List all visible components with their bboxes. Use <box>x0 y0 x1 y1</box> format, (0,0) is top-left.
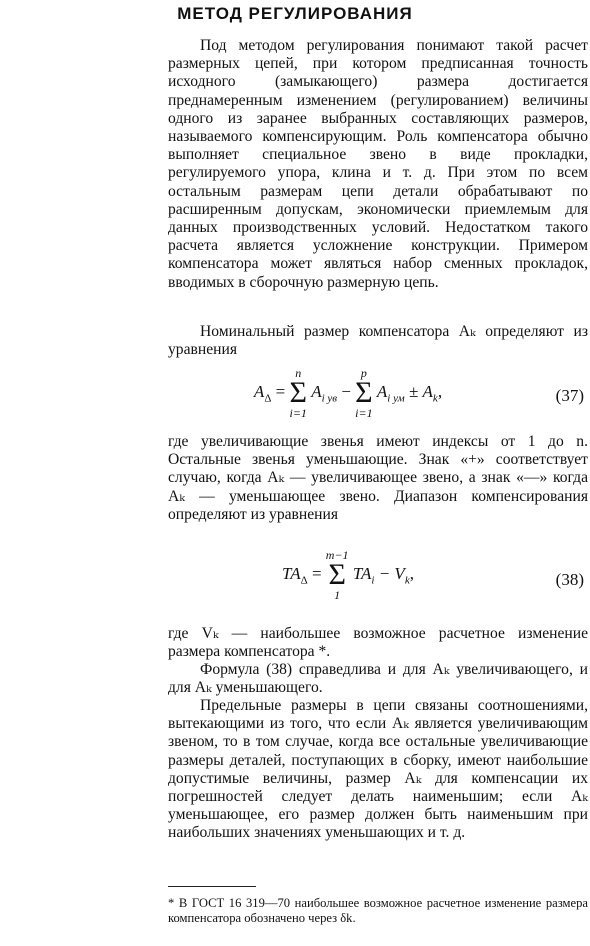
formula-37-term1-sub: i ув <box>321 392 338 405</box>
paragraph-vk-definition: где Vₖ — наибольшее возможное расчетное изменение размера компенсатора *. <box>168 625 588 661</box>
formula-38-lhs-sub: Δ <box>300 574 308 587</box>
paragraph-sign-convention: где увеличивающие звенья имеют индексы от 1 до n. Остальные звенья уменьшающие. Знак «+» соответствует случаю, когда Aₖ — увеличивающее звено, а знак «—» когда Aₖ — уменьшающее звено. Диапазон компенсирования определяют из уравнения <box>168 433 588 523</box>
formula-37-lhs-sub: Δ <box>264 392 272 405</box>
paragraph-nominal-size: Номинальный размер компенсатора Aₖ определяют из уравнения <box>168 323 588 359</box>
formula-37-comma: , <box>437 381 443 401</box>
formula-38-lhs: TA <box>282 563 301 583</box>
formula-37-term2: A <box>376 381 388 401</box>
formula-38-term-sub: i <box>371 574 375 587</box>
formula-37-sum1 <box>289 366 306 420</box>
paragraph-formula-38-validity: Формула (38) справедлива и для Aₖ увеличивающего, и для Aₖ уменьшающего. <box>168 661 588 697</box>
sigma-symbol: Σ <box>289 376 307 409</box>
formula-37-tail: ± A <box>408 381 433 401</box>
formula-38-expression: $TA_\Delta$ = m−1 Σ 1 $TA_i - V_k$, <box>282 548 414 602</box>
formula-37-tail-sub: k <box>432 392 438 405</box>
formula-38-sum <box>326 548 349 602</box>
footnote: * В ГОСТ 16 319—70 наибольшее возможное расчетное изменение размера компенсатора обозначено через δk. <box>168 896 588 925</box>
formula-37 <box>168 366 588 426</box>
sigma-symbol: Σ <box>355 376 373 409</box>
footnote-divider <box>168 886 256 887</box>
formula-37-lhs: A <box>253 381 265 401</box>
formula-37-sum2-bottom: i=1 <box>355 406 373 420</box>
paragraph-definition: Под методом регулирования понимают такой расчет размерных цепей, при котором предписанная точность исходного (замыкающего) размера достигается преднамеренным изменением (регулированием) величины одного из заранее выбранных составляющих размеров, называемого компенсирующим. Роль компенсатора обычно выполняет специальное звено в виде прокладки, регулируемого упора, клина и т. д. При этом по всем остальным размерам цепи детали обрабатывают по расширенным допускам, экономически приемлемым для данных производственных условий. Недостатком такого расчета является усложнение конструкции. Примером компенсатора может являться набор сменных прокладок, вводимых в сборочную размерную цепь. <box>168 37 588 291</box>
formula-37-minus: − <box>341 381 351 401</box>
formula-38-comma: , <box>409 563 414 583</box>
formula-37-sum1-bottom: i=1 <box>289 406 307 420</box>
formula-38-sum-bottom: 1 <box>334 588 341 602</box>
formula-37-sum2-top: p <box>360 366 367 380</box>
formula-37-number: (37) <box>555 386 584 405</box>
sigma-symbol: Σ <box>328 558 346 591</box>
formula-37-sum2 <box>355 366 372 420</box>
formula-38-number: (38) <box>555 570 584 589</box>
formula-37-sum1-top: n <box>295 366 302 380</box>
formula-38-tail: − V <box>378 563 405 583</box>
formula-38-term: TA <box>352 563 372 583</box>
formula-37-expression: $A_\Delta$ = n Σ i=1 $A_{i ув}$ − p Σ i=1 $A_{i ум} \pm A_k$, <box>253 366 443 420</box>
formula-38 <box>168 548 588 608</box>
formula-38-sum-top: m−1 <box>325 548 349 562</box>
paragraph-limit-sizes: Предельные размеры в цепи связаны соотношениями, вытекающими из того, что если Aₖ является увеличивающим звеном, то в том случае, когда все остальные увеличивающие размеры деталей, поступающих в сборку, имеют наибольшие допустимые величины, размер Aₖ для компенсации их погрешностей следует делать наименьшим; если Aₖ уменьшающее, его размер должен быть наименьшим при наибольших значениях уменьшающих и т. д. <box>168 697 588 842</box>
formula-38-tail-sub: k <box>404 574 410 587</box>
section-title: МЕТОД РЕГУЛИРОВАНИЯ <box>177 4 413 23</box>
formula-37-term2-sub: i ум <box>387 392 405 405</box>
formula-37-term1: A <box>311 381 322 401</box>
